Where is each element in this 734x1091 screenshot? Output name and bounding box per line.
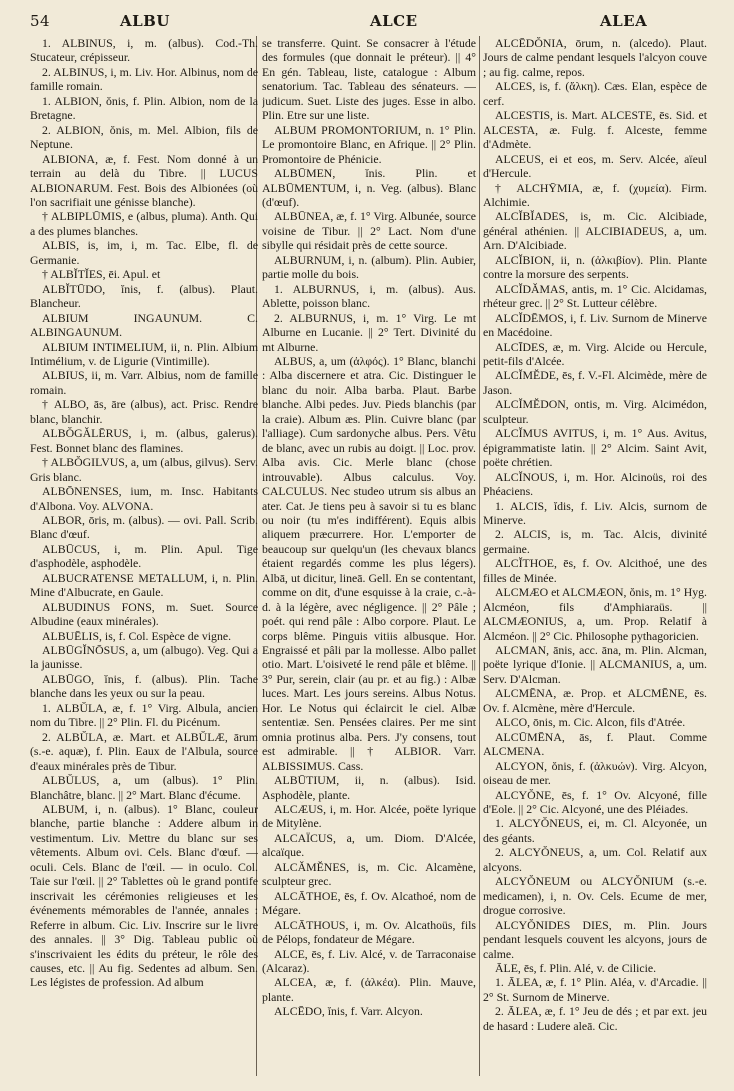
dictionary-entry: † ALBĬTĬES, ēi. Apul. et [42, 267, 161, 282]
column-right [483, 36, 707, 1086]
dictionary-entry: ALCĬBION, ii, n. (ἀλκιβίον). Plin. Plante contre la morsure des serpents. [483, 252, 707, 282]
dictionary-entry: ALCAÏCUS, a, um. Diom. D'Alcée, alcaïque. [262, 830, 476, 860]
dictionary-entry: ALBOR, ōris, m. (albus). — ovi. Pall. Scrib. Blanc d'œuf. [30, 512, 258, 542]
dictionary-entry: ALBIONA, æ, f. Fest. Nom donné à un terrain au delà du Tibre. || LUCUS ALBIONARUM. Fest. Bois des Albionées (où l'on sacrifiait une génisse blanche). [30, 151, 258, 209]
dictionary-entry: † ALBO, ās, āre (albus), act. Prisc. Rendre blanc, blanchir. [30, 397, 258, 426]
dictionary-entry: ALBUCRATENSE METALLUM, i, n. Plin. Mine d'Albucrate, en Gaule. [30, 570, 258, 600]
dictionary-entry: ALCES, is, f. (ἄλκη). Cæs. Elan, espèce de cerf. [483, 79, 707, 108]
dictionary-entry: 1. ALCYŎNEUS, ei, m. Cl. Alcyonée, un des géants. [483, 816, 707, 845]
dictionary-entry: 2. ALBION, ŏnis, m. Mel. Albion, fils de Neptune. [30, 122, 258, 152]
dictionary-entry: ALCO, ōnis, m. Cic. Alcon, fils d'Atrée. [495, 715, 686, 730]
dictionary-entry: ALCESTIS, is. Mart. ALCESTE, ēs. Sid. et ALCESTA, æ. Fulg. f. Alceste, femme d'Admète. [483, 108, 707, 152]
guide-word-center: ALCE [370, 12, 418, 30]
column-left [30, 36, 258, 1086]
dictionary-entry: ALBŪTIUM, ii, n. (albus). Isid. Asphodèle, plante. [262, 773, 476, 802]
dictionary-entry: ALCĬBĬADES, is, m. Cic. Alcibiade, général athénien. || ALCIBIADEUS, a, um. Arn. D'Alcibiade. [483, 209, 707, 253]
dictionary-entry: ALCMĒNA, æ. Prop. et ALCMĒNE, ēs. Ov. f. Alcmène, mère d'Hercule. [483, 686, 707, 715]
dictionary-entry: ALCYON, ŏnis, f. (ἀλκυών). Virg. Alcyon, oiseau de mer. [483, 758, 707, 788]
dictionary-entry: ALCĬTHOE, ēs, f. Ov. Alcithoé, une des filles de Minée. [483, 556, 707, 585]
dictionary-entry: ALCMAN, ānis, acc. āna, m. Plin. Alcman, poëte lyrique d'Ionie. || ALCMANIUS, a, um. Serv. D'Alcman. [483, 643, 707, 686]
dictionary-entry: † ALBŎGILVUS, a, um (albus, gilvus). Serv. Gris blanc. [30, 455, 258, 484]
dictionary-entry: ALBŪMEN, ĭnis. Plin. et ALBŪMENTUM, i, n. Veg. (albus). Blanc (d'œuf). [262, 166, 476, 209]
dictionary-entry: ALCMÆO et ALCMÆON, ŏnis, m. 1° Hyg. Alcméon, fils d'Amphiaraüs. || ALCMÆONIUS, a, um. Prop. Relatif à Alcméon. || 2° Cic. Philosophe pythagoricien. [483, 585, 707, 643]
dictionary-entry: ALCĂMĔNES, is, m. Cic. Alcamène, sculpteur grec. [262, 859, 476, 889]
dictionary-entry: ALBUM PROMONTORIUM, n. 1° Plin. Le promontoire Blanc, en Afrique. || 2° Plin. Promontoire de Phénicie. [262, 122, 476, 166]
running-header [20, 12, 716, 34]
dictionary-entry: ALCĀTHOUS, i, m. Ov. Alcathoüs, fils de Pélops, fondateur de Mégare. [262, 917, 476, 947]
dictionary-entry: ALCŪMĒNA, ās, f. Plaut. Comme ALCMENA. [483, 729, 707, 759]
dictionary-entry: 2. ALBURNUS, i, m. 1° Virg. Le mt Alburne en Lucanie. || 2° Tert. Divinité du mt Alburne. [262, 310, 476, 354]
dictionary-entry: ALBŬLUS, a, um (albus). 1° Plin. Blanchâtre, blanc. || 2° Mart. Blanc d'écume. [30, 773, 258, 802]
dictionary-entry: ALBŪNEA, æ, f. 1° Virg. Albunée, source voisine de Tibur. || 2° Lact. Nom d'une sibylle qui résidait près de cette source. [262, 209, 476, 253]
dictionary-entry: ALCEUS, ei et eos, m. Serv. Alcée, aïeul d'Hercule. [483, 151, 707, 181]
guide-word-right: ALEA [600, 12, 648, 30]
dictionary-entry: ALBUM, i, n. (albus). 1° Blanc, couleur blanche, partie blanche : Addere album in vestimentum. Liv. Mettre du blanc sur ses vêtements. Album ovi. Cels. Blanc d'œuf. — oculi. Cels. Blanc de l'œil. — in oculo. Col. Taie sur l'œil. || 2° Tablettes où le grand pontife inscrivait les cérémonies religieuses et les événements mémorables de l'année, annales : Referre in album. Cic. Liv. Inscrire sur le livre des annales. || 3° Dig. Tableau public où s'inscrivaient les édits du préteur, le rôle des causes, etc. || Au fig. Sedentes ad album. Sen. Les légistes de profession. Ad album [30, 802, 258, 990]
dictionary-entry: ALCYŎNIDES DIES, m. Plin. Jours pendant lesquels couvent les alcyons, jours de calme. [483, 917, 707, 961]
dictionary-entry: ALCEA, æ, f. (ἀλκέα). Plin. Mauve, plante. [262, 975, 476, 1004]
dictionary-entry: ALCE, ēs, f. Liv. Alcé, v. de Tarraconaise (Alcaraz). [262, 946, 476, 975]
guide-word-left: ALBU [120, 12, 170, 30]
dictionary-entry: ALCĒDŎNIA, ōrum, n. (alcedo). Plaut. Jours de calme pendant lesquels l'alcyon couve ; au fig. calme, repos. [483, 36, 707, 79]
dictionary-entry: ALCĒDO, ĭnis, f. Varr. Alcyon. [274, 1004, 423, 1019]
dictionary-entry: ALBŪGO, ĭnis, f. (albus). Plin. Tache blanche dans les yeux ou sur la peau. [30, 671, 258, 701]
dictionary-entry: 2. ALBINUS, i, m. Liv. Hor. Albinus, nom de famille romain. [30, 64, 258, 94]
dictionary-entry: ALCYŎNE, ēs, f. 1° Ov. Alcyoné, fille d'Eole. || 2° Cic. Alcyoné, une des Pléiades. [483, 787, 707, 817]
dictionary-entry: 1. ALBINUS, i, m. (albus). Cod.-Th. Stucateur, crépisseur. [30, 36, 258, 65]
dictionary-entry: ALCÆUS, i, m. Hor. Alcée, poëte lyrique de Mitylène. [262, 802, 476, 831]
dictionary-entry: ALCĬMĔDE, ēs, f. V.-Fl. Alcimède, mère de Jason. [483, 368, 707, 397]
dictionary-entry: ALCĬDĒMOS, i, f. Liv. Surnom de Minerve en Macédoine. [483, 310, 707, 340]
dictionary-entry: ALBUDINUS FONS, m. Suet. Source Albudine (eaux minérales). [30, 599, 258, 629]
dictionary-entry: ALBUĒLIS, is, f. Col. Espèce de vigne. [42, 628, 232, 643]
dictionary-entry: ALBŪCUS, i, m. Plin. Apul. Tige d'asphodèle, asphodèle. [30, 541, 258, 571]
dictionary-entry: ALBIUM INTIMELIUM, ii, n. Plin. Albium Intimélium, v. de Ligurie (Vintimille). [30, 339, 258, 368]
dictionary-entry: ALCĬNOUS, i, m. Hor. Alcinoüs, roi des Phéaciens. [483, 469, 707, 499]
dictionary-entry: 1. ALBION, ŏnis, f. Plin. Albion, nom de la Bretagne. [30, 93, 258, 123]
dictionary-entry: 2. ALCYŎNEUS, a, um. Col. Relatif aux alcyons. [483, 845, 707, 874]
dictionary-entry: ALCĪDES, æ, m. Virg. Alcide ou Hercule, petit-fils d'Alcée. [483, 339, 707, 368]
dictionary-entry: ALCĬDĂMAS, antis, m. 1° Cic. Alcidamas, rhéteur grec. || 2° St. Lutteur célèbre. [483, 281, 707, 311]
dictionary-entry: ALBURNUM, i, n. (album). Plin. Aubier, partie molle du bois. [262, 252, 476, 282]
dictionary-entry: ALCĬMĔDON, ontis, m. Virg. Alcimédon, sculpteur. [483, 397, 707, 426]
page-number: 54 [30, 12, 51, 30]
dictionary-entry: ALBIS, is, im, i, m. Tac. Elbe, fl. de Germanie. [30, 238, 258, 267]
dictionary-entry: ALCYŎNEUM ou ALCYŎNIUM (s.-e. medicamen), i, n. Ov. Cels. Ecume de mer, drogue corrosive. [483, 874, 707, 918]
dictionary-entry: 1. ALCIS, ĭdis, f. Liv. Alcis, surnom de Minerve. [483, 498, 707, 527]
dictionary-entry: 2. ALCIS, is, m. Tac. Alcis, divinité germaine. [483, 527, 707, 556]
dictionary-entry: ĀLE, ēs, f. Plin. Alé, v. de Cilicie. [495, 961, 657, 975]
dictionary-entry: ALBŪGĬNŌSUS, a, um (albugo). Veg. Qui a la jaunisse. [30, 643, 258, 672]
dictionary-entry: 1. ALBŬLA, æ, f. 1° Virg. Albula, ancien nom du Tibre. || 2° Plin. Fl. du Picénum. [30, 700, 258, 730]
dictionary-entry: ALBUS, a, um (ἀλφός). 1° Blanc, blanchi : Alba discernere et atra. Cic. Distinguer le blanc du noir. Alba barba. Plaut. Barbe blanche. Albi pedes. Juv. Pieds blanchis (par la craie). Album æs. Plin. Cuivre blanc (par l'alliage). Cum sardonyche albus. Pers. Vêtu de blanc, avec un rubis au doigt. || Loc. prov. Alba avis. Cic. Merle blanc (chose introuvable). Albus calculus. Voy. CALCULUS. Nec studeo utrum sis albus an ater. Cat. Je tiens peu à savoir si tu es blanc ou noir (tu m'es indifférent). Equis albis aliquem præcurrere. Hor. L'emporter de beaucoup sur quelqu'un (les chevaux blancs étaient regardés comme les plus légers). Albā, ut dicitur, lineā. Gell. En se contentant, comme on dit, d'une esquisse à la craie, c.-à-d. à la légère, avec négligence. || 2° Pâle ; poét. qui rend pâle : Albo corpore. Plaut. Le corps blême. Pinguis vitiis albusque. Hor. Engraissé et pâli par la mollesse. Albo pallet otio. Mart. L'oisiveté le rend pâle et blême. || 3° Pur, serein, clair (au pr. et au fig.) : Albæ luces. Mart. Les jours sereins. Albus Notus. Hor. Le Notus qui éclaircit le ciel. Albæ sententiæ. Sen. Pensées claires. Per me sint omnia protinus alba. Pers. J'y consens, tout est admirable. || † ALBIOR. Varr. ALBISSIMUS. Cass. [262, 353, 476, 773]
dictionary-entry: † ALCHȲMIA, æ, f. (χυμεία). Firm. Alchimie. [483, 180, 707, 209]
dictionary-entry: 2. ALBŬLA, æ. Mart. et ALBŬLÆ, ārum (s.-e. aquæ), f. Plin. Eaux de l'Albula, source d'eaux minérales près de Tibur. [30, 729, 258, 773]
column-middle [262, 36, 476, 1086]
dictionary-entry: se transferre. Quint. Se consacrer à l'étude des formules (que donnait le préteur). || 4° En gén. Tableau, liste, catalogue : Album senatorium. Tac. Tableau des sénateurs. — judicum. Suet. Liste des juges. Esse in albo. Plin. Etre sur une liste. [262, 36, 476, 123]
dictionary-entry: 1. ALBURNUS, i, m. (albus). Aus. Ablette, poisson blanc. [262, 281, 476, 311]
dictionary-entry: ALBĬTŪDO, ĭnis, f. (albus). Plaut. Blancheur. [30, 281, 258, 311]
dictionary-entry: 2. ĀLEA, æ, f. 1° Jeu de dés ; et par ext. jeu de hasard : Ludere aleā. Cic. [483, 1004, 707, 1033]
dictionary-entry: ALBIUM INGAUNUM. C. ALBINGAUNUM. [30, 310, 258, 340]
dictionary-entry: † ALBIPLŪMIS, e (albus, pluma). Anth. Qui a des plumes blanches. [30, 209, 258, 238]
column-divider [479, 36, 480, 1076]
dictionary-entry: 1. ĀLEA, æ, f. 1° Plin. Aléa, v. d'Arcadie. || 2° St. Surnom de Minerve. [483, 975, 707, 1004]
dictionary-entry: ALBŎGĂLĒRUS, i, m. (albus, galerus). Fest. Bonnet blanc des flamines. [30, 426, 258, 455]
dictionary-entry: ALBIUS, ii, m. Varr. Albius, nom de famille romain. [30, 368, 258, 397]
dictionary-entry: ALCĀTHOE, ēs, f. Ov. Alcathoé, nom de Mégare. [262, 888, 476, 918]
dictionary-entry: ALBŌNENSES, ium, m. Insc. Habitants d'Albona. Voy. ALVONA. [30, 484, 258, 513]
dictionary-entry: ALCĬMUS AVITUS, i, m. 1° Aus. Avitus, épigrammatiste latin. || 2° Alcim. Saint Avit, poëte chrétien. [483, 426, 707, 470]
